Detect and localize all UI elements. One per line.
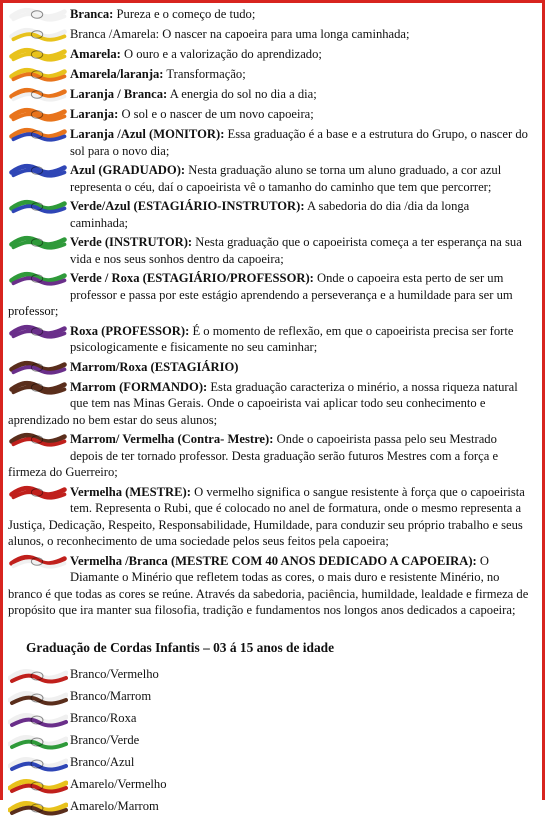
graduation-entry — [8, 553, 530, 619]
knotted-cord-icon — [8, 234, 68, 251]
graduation-entry — [8, 126, 530, 159]
cord-image — [8, 553, 70, 570]
graduation-entry — [8, 26, 530, 43]
cord-image — [8, 359, 70, 376]
kids-cord-label: Branco/Marrom — [70, 689, 152, 703]
graduation-title: Verde / Roxa (ESTAGIÁRIO/PROFESSOR): — [70, 271, 314, 285]
kids-cord-entry — [8, 794, 530, 816]
knotted-cord-icon — [8, 106, 68, 123]
graduation-entry — [8, 359, 530, 376]
knotted-cord-icon — [8, 666, 68, 686]
graduation-title: Vermelha (MESTRE): — [70, 484, 191, 499]
cord-image — [8, 86, 70, 103]
knotted-cord-icon — [8, 431, 68, 448]
knotted-cord-icon — [8, 86, 68, 103]
graduation-title: Marrom/Roxa (ESTAGIÁRIO) — [70, 359, 239, 374]
graduation-text — [8, 6, 530, 23]
knotted-cord-icon — [8, 484, 68, 501]
graduation-title: Amarela/laranja: — [70, 67, 164, 81]
graduation-text — [8, 431, 530, 481]
graduation-entry — [8, 86, 530, 103]
kids-heading: Graduação de Cordas Infantis – 03 á 15 anos de idade — [26, 639, 335, 655]
knotted-cord-icon — [8, 26, 68, 43]
adult-graduations-list — [8, 6, 530, 619]
kids-cord-entry — [8, 662, 530, 684]
graduation-description: A energia do sol no dia a dia; — [169, 87, 317, 101]
cord-image — [8, 732, 70, 752]
graduation-description: Pureza e o começo de tudo; — [116, 7, 256, 21]
graduation-text — [8, 162, 530, 195]
knotted-cord-icon — [8, 66, 68, 83]
kids-cord-entry — [8, 750, 530, 772]
knotted-cord-icon — [8, 710, 68, 730]
graduation-description: Branca /Amarela: O nascer na capoeira para uma longa caminhada; — [70, 27, 410, 41]
graduation-title: Laranja: — [70, 107, 119, 121]
graduation-description: Onde o capoeira esta perto de ser um professor e passa por este estágio aprendendo a perseverança e a humildade para ser um professor; — [8, 271, 513, 318]
cord-image — [8, 776, 70, 796]
graduation-title: Vermelha /Branca (MESTRE COM 40 ANOS DEDICADO A CAPOEIRA): — [70, 553, 477, 568]
graduation-text — [8, 198, 530, 231]
cord-image — [8, 484, 70, 501]
graduation-text — [8, 553, 530, 619]
graduation-entry — [8, 484, 530, 550]
cord-image — [8, 46, 70, 63]
cord-image — [8, 666, 70, 686]
graduation-text — [8, 126, 530, 159]
knotted-cord-icon — [8, 6, 68, 23]
kids-graduations-list — [8, 662, 530, 816]
cord-image — [8, 234, 70, 251]
kids-cord-label: Branco/Azul — [70, 755, 135, 769]
graduation-description: O vermelho significa o sangue resistente à força que o capoeirista tem. Representa o Rubi, que é colocado no anel de formatura, onde o mesmo representa a Justiça, Dedicação, Respeito, Responsabilidade, Humildade, para conduzir seu próprio trabalho e seus alunos, o reconhecimento de uma sociedade pelos seus feitos pela capoeira; — [8, 484, 525, 548]
cord-image — [8, 198, 70, 215]
knotted-cord-icon — [8, 198, 68, 215]
cord-image — [8, 270, 70, 287]
kids-cord-entry — [8, 706, 530, 728]
graduation-description: A sabedoria do dia /dia da longa caminhada; — [70, 199, 470, 230]
graduation-description: É o momento de reflexão, em que o capoeirista precisa ser forte psicologicamente e fisicamente no seu caminhar; — [70, 323, 514, 354]
kids-cord-entry — [8, 772, 530, 794]
knotted-cord-icon — [8, 162, 68, 179]
graduation-text — [8, 484, 530, 550]
graduation-description: Esta graduação caracteriza o minério, a nossa riqueza natural que tem nas Minas Gerais. Onde o capoeirista vai aplicar todo seu conhecimento e aprendizado no bem estar do seus alunos; — [8, 379, 518, 427]
knotted-cord-icon — [8, 732, 68, 752]
knotted-cord-icon — [8, 323, 68, 340]
knotted-cord-icon — [8, 798, 68, 818]
graduation-entry — [8, 46, 530, 63]
kids-cord-label: Branco/Verde — [70, 733, 140, 747]
graduation-entry — [8, 106, 530, 123]
cord-image — [8, 754, 70, 774]
knotted-cord-icon — [8, 126, 68, 143]
graduation-text — [8, 26, 530, 43]
graduation-text — [8, 323, 530, 356]
graduation-description: O sol e o nascer de um novo capoeira; — [121, 107, 314, 121]
graduation-title: Laranja /Azul (MONITOR): — [70, 127, 225, 141]
graduation-entry — [8, 379, 530, 429]
graduation-title: Laranja / Branca: — [70, 87, 168, 101]
graduation-text — [8, 46, 530, 63]
graduation-text — [8, 66, 530, 83]
graduation-entry — [8, 198, 530, 231]
graduation-title: Marrom (FORMANDO): — [70, 379, 208, 394]
graduation-entry — [8, 6, 530, 23]
graduation-description: Nesta graduação que o capoeirista começa a ter esperança na sua vida e nos seus sonhos dentro da capoeira; — [70, 235, 522, 266]
cord-image — [8, 798, 70, 818]
graduation-entry — [8, 323, 530, 356]
knotted-cord-icon — [8, 46, 68, 63]
graduation-text — [8, 270, 530, 320]
graduation-description: O ouro e a valorização do aprendizado; — [123, 47, 322, 61]
kids-cord-label: Amarelo/Vermelho — [70, 777, 167, 791]
graduation-description: Transformação; — [166, 67, 246, 81]
knotted-cord-icon — [8, 776, 68, 796]
cord-image — [8, 26, 70, 43]
cord-image — [8, 6, 70, 23]
graduation-entry — [8, 270, 530, 320]
graduation-description: O Diamante o Minério que refletem todas as cores, o mais duro e resistente Minério, no branco é que todas as cores se reúne. Através da sabedoria, paciência, humildade, lealdade e firmeza de propósito que ira manter sua filosofia, tradição e fundamentos nos longos anos dedicados a capoeira; — [8, 553, 529, 617]
graduation-entry — [8, 431, 530, 481]
graduation-text — [8, 234, 530, 267]
graduation-title: Verde/Azul (ESTAGIÁRIO-INSTRUTOR): — [70, 199, 305, 213]
graduation-text — [8, 86, 530, 103]
graduation-document — [8, 6, 530, 816]
cord-image — [8, 162, 70, 179]
cord-image — [8, 323, 70, 340]
kids-cord-entry — [8, 728, 530, 750]
graduation-title: Marrom/ Vermelha (Contra- Mestre): — [70, 432, 274, 446]
graduation-description: Onde o capoeirista passa pelo seu Mestrado depois de ter tornado professor. Desta graduação serão futuros Mestres com a força e firmeza do Guerreiro; — [8, 432, 499, 479]
graduation-title: Branca: — [70, 7, 114, 21]
graduation-entry — [8, 234, 530, 267]
kids-cord-entry — [8, 684, 530, 706]
cord-image — [8, 66, 70, 83]
graduation-entry — [8, 66, 530, 83]
cord-image — [8, 431, 70, 448]
knotted-cord-icon — [8, 688, 68, 708]
graduation-text — [8, 379, 530, 429]
graduation-title: Verde (INSTRUTOR): — [70, 235, 193, 249]
cord-image — [8, 106, 70, 123]
graduation-title: Azul (GRADUADO): — [70, 163, 186, 177]
cord-image — [8, 379, 70, 396]
knotted-cord-icon — [8, 754, 68, 774]
cord-image — [8, 126, 70, 143]
knotted-cord-icon — [8, 359, 68, 376]
graduation-title: Roxa (PROFESSOR): — [70, 323, 190, 338]
graduation-text — [8, 106, 530, 123]
knotted-cord-icon — [8, 379, 68, 396]
kids-cord-label: Branco/Roxa — [70, 711, 137, 725]
graduation-description: Essa graduação é a base e a estrutura do Grupo, o nascer do sol para o novo dia; — [70, 127, 528, 158]
graduation-description: Nesta graduação aluno se torna um aluno graduado, a cor azul representa o céu, daí o capoeirista vê o tamanho do caminho que tem que percorrer; — [70, 163, 502, 194]
graduation-text — [8, 359, 530, 376]
knotted-cord-icon — [8, 553, 68, 570]
graduation-title: Amarela: — [70, 47, 121, 61]
kids-cord-label: Branco/Vermelho — [70, 667, 159, 681]
cord-image — [8, 688, 70, 708]
kids-cord-label: Amarelo/Marrom — [70, 799, 159, 813]
cord-image — [8, 710, 70, 730]
graduation-entry — [8, 162, 530, 195]
knotted-cord-icon — [8, 270, 68, 287]
